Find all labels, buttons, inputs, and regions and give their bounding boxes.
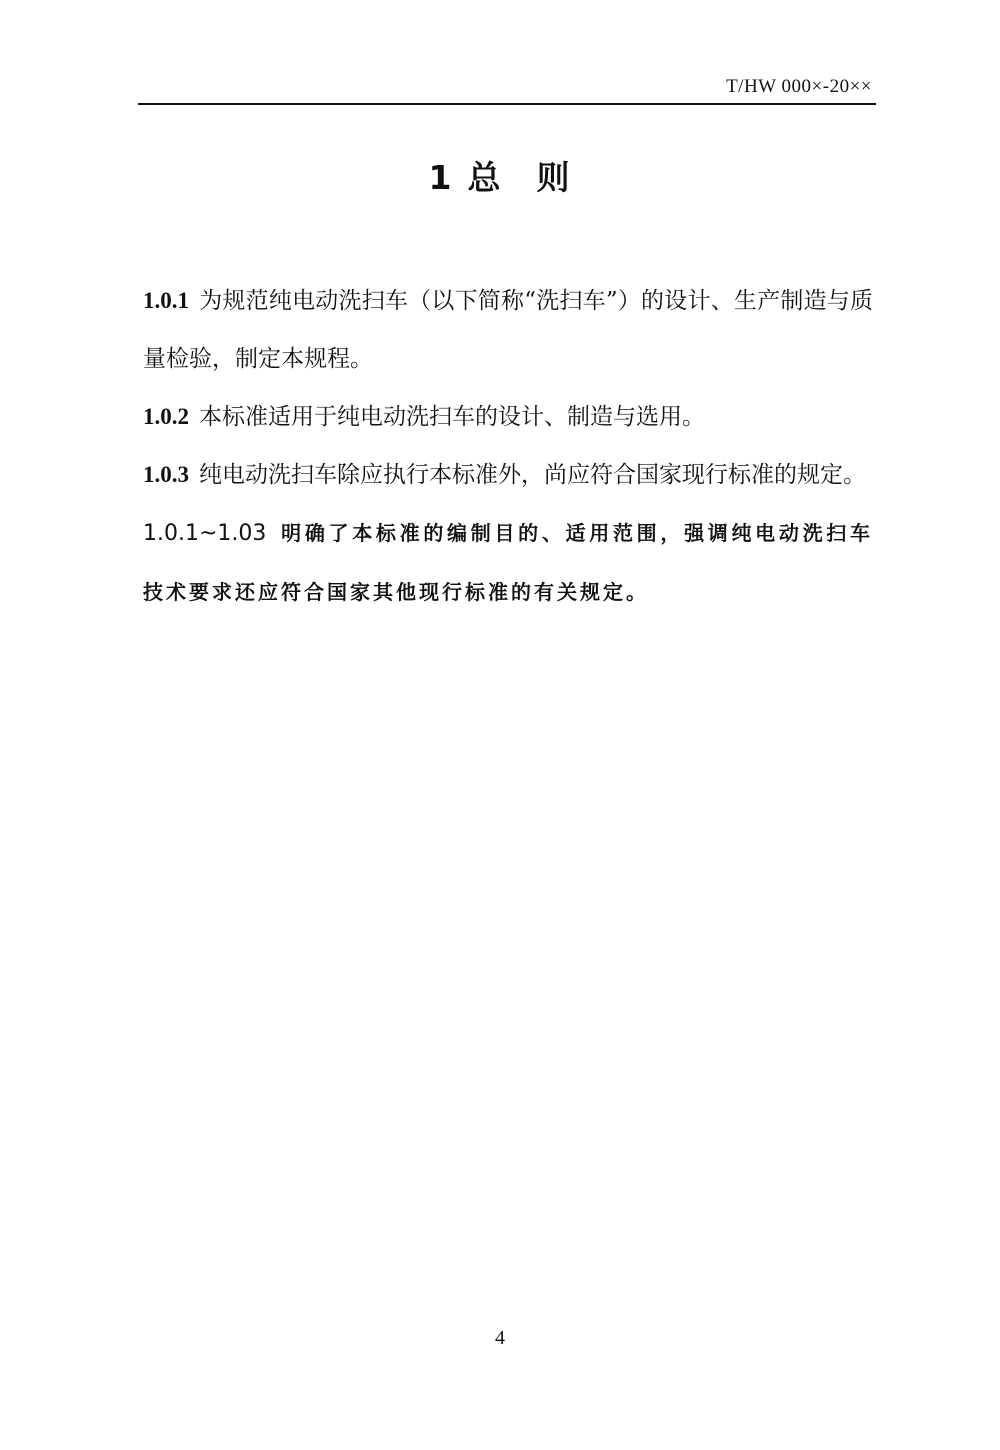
clause xyxy=(143,446,873,504)
chapter-body xyxy=(143,272,873,621)
commentary-range: 1.0.1~1.03 xyxy=(143,521,267,546)
page-number: 4 xyxy=(495,1327,505,1349)
clause-text: 为规范纯电动洗扫车（以下简称“洗扫车”）的设计、生产制造与质量检验，制定本规程。 xyxy=(143,288,873,372)
header-divider xyxy=(138,103,876,105)
clause-text: 纯电动洗扫车除应执行本标准外，尚应符合国家现行标准的规定。 xyxy=(199,462,866,488)
commentary xyxy=(143,504,873,621)
standard-code: T/HW 000×-20×× xyxy=(726,76,872,97)
chapter-title xyxy=(0,152,1000,199)
clause-number: 1.0.1 xyxy=(143,288,189,313)
commentary-text: 明确了本标准的编制目的、适用范围，强调纯电动洗扫车技术要求还应符合国家其他现行标准的有关规定。 xyxy=(143,521,873,604)
clause-text: 本标准适用于纯电动洗扫车的设计、制造与选用。 xyxy=(199,404,705,430)
chapter-number: 1 xyxy=(428,158,454,197)
clause xyxy=(143,272,873,388)
clause xyxy=(143,388,873,446)
chapter-title-part2: 则 xyxy=(536,158,572,197)
clause-number: 1.0.2 xyxy=(143,404,189,429)
clause-number: 1.0.3 xyxy=(143,462,189,487)
chapter-title-part1: 总 xyxy=(467,158,503,197)
